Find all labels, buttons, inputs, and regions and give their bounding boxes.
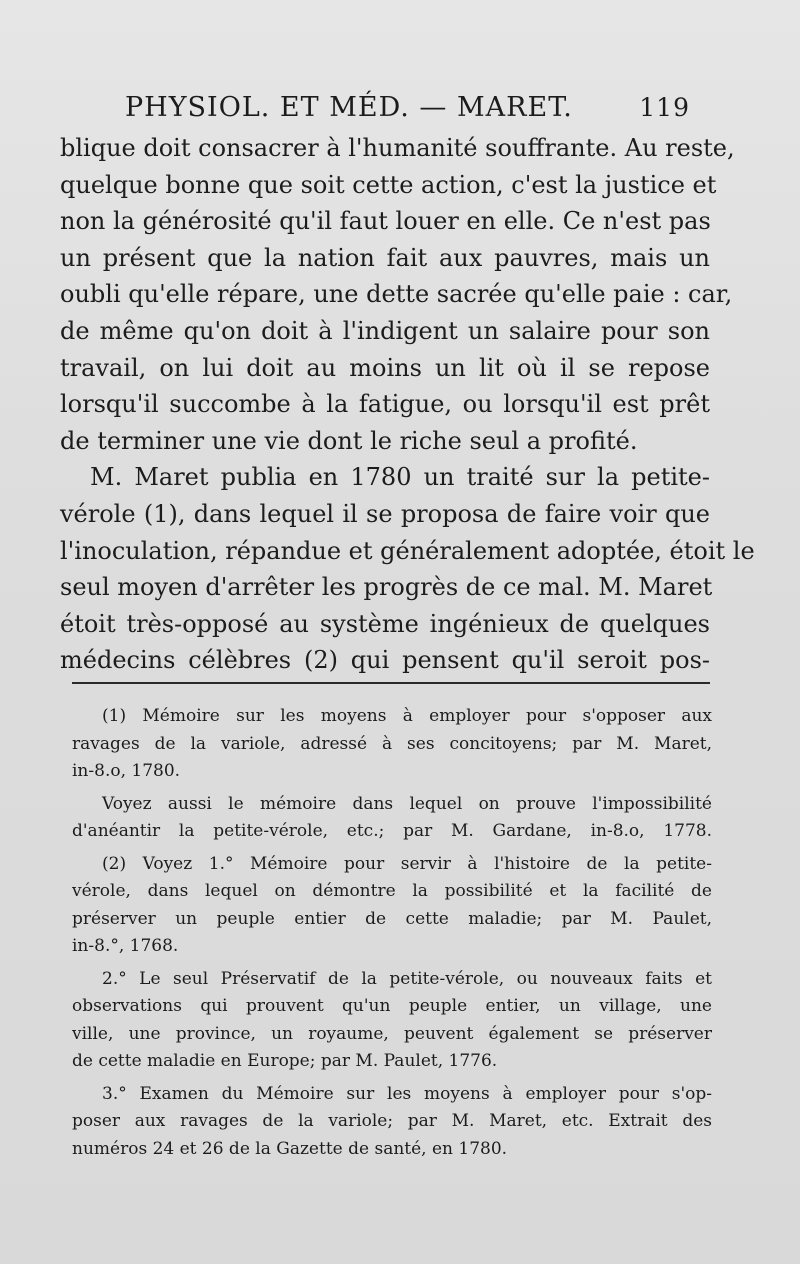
text-line: blique doit consacrer à l'humanité souffrante. Au reste,	[60, 134, 735, 162]
footnote-line: Voyez aussi le mémoire dans lequel on prouve l'impossibilité	[102, 793, 712, 814]
text-line: oubli qu'elle répare, une dette sacrée qu'elle paie : car,	[60, 280, 733, 309]
footnote-line: (2) Voyez 1.° Mémoire pour servir à l'histoire de la petite-	[102, 853, 712, 874]
text-line: l'inoculation, répandue et généralement adoptée, étoit le	[60, 536, 755, 565]
footnote-line: numéros 24 et 26 de la Gazette de santé, en 1780.	[72, 1138, 508, 1159]
running-title: PHYSIOL. ET MÉD. — MARET.	[125, 92, 573, 123]
text-line: médecins célèbres (2) qui pensent qu'il seroit pos-	[60, 646, 710, 675]
text-line: étoit très-opposé au système ingénieux de quelques	[60, 609, 710, 638]
text-line: vérole (1), dans lequel il se proposa de faire voir que	[60, 499, 710, 528]
footnote-line: d'anéantir la petite-vérole, etc.; par M. Gardane, in-8.o, 1778.	[72, 821, 712, 841]
footnote-line: vérole, dans lequel on démontre la possibilité et la facilité de	[72, 881, 712, 901]
page-number: 119	[639, 93, 690, 122]
text-line: de même qu'on doit à l'indigent un salaire pour son	[60, 316, 710, 345]
text-line: lorsqu'il succombe à la fatigue, ou lorsqu'il est prêt	[60, 390, 710, 419]
text-line: quelque bonne que soit cette action, c'est la justice et	[60, 170, 717, 199]
text-line: non la générosité qu'il faut louer en elle. Ce n'est pas	[60, 207, 711, 236]
running-header	[125, 92, 690, 123]
main-text	[60, 130, 755, 679]
footnote-line: observations qui prouvent qu'un peuple entier, un village, une	[72, 996, 712, 1016]
text-line: travail, on lui doit au moins un lit où il se repose	[60, 353, 710, 382]
footnote-line: de cette maladie en Europe; par M. Paulet, 1776.	[72, 1051, 498, 1071]
footnote-divider	[72, 682, 710, 684]
footnote-line: poser aux ravages de la variole; par M. Maret, etc. Extrait des	[72, 1111, 712, 1131]
text-line: un présent que la nation fait aux pauvres, mais un	[60, 243, 710, 272]
footnote-line: ravages de la variole, adressé à ses concitoyens; par M. Maret,	[72, 733, 712, 754]
text-line: de terminer une vie dont le riche seul a profité.	[60, 426, 638, 455]
footnotes	[72, 703, 712, 1163]
footnote-line: (1) Mémoire sur les moyens à employer pour s'opposer aux	[102, 706, 712, 726]
footnote-line: in-8.o, 1780.	[72, 761, 181, 781]
text-line: seul moyen d'arrêter les progrès de ce mal. M. Maret	[60, 573, 713, 602]
footnote-line: in-8.°, 1768.	[72, 936, 179, 956]
paragraph-start-line: M. Maret publia en 1780 un traité sur la petite-	[90, 463, 710, 492]
footnote-line: préserver un peuple entier de cette maladie; par M. Paulet,	[72, 908, 712, 929]
footnote-line: ville, une province, un royaume, peuvent également se préserver	[72, 1023, 712, 1044]
footnote-line: 3.° Examen du Mémoire sur les moyens à employer pour s'op-	[102, 1083, 712, 1104]
footnote-line: 2.° Le seul Préservatif de la petite-vérole, ou nouveaux faits et	[102, 968, 712, 989]
